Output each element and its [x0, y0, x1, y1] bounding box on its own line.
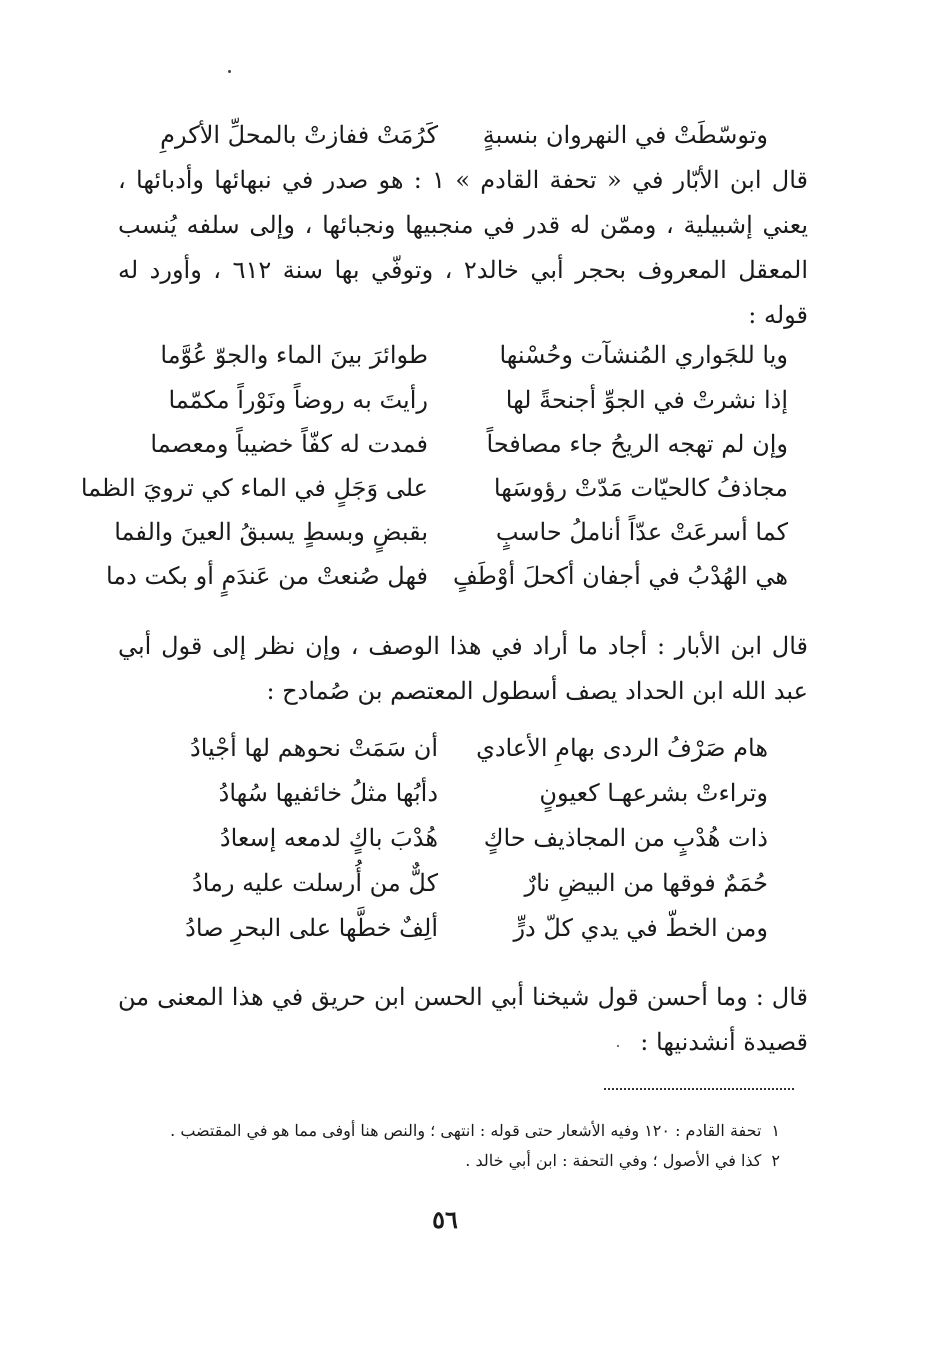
poem-verse: [118, 731, 768, 765]
verse-first-hemistich: وتوسّطَتْ في النهروان بنسبةٍ: [482, 121, 768, 149]
scan-speck: [617, 1045, 619, 1047]
poem-verse: [108, 427, 788, 461]
verse-second-hemistich: هُدْبَ باكٍ لدمعه إسعادُ: [219, 824, 438, 852]
verse-second-hemistich: ألِفٌ خطَّها على البحرِ صادُ: [185, 914, 438, 942]
poem-verse: [105, 559, 788, 593]
verse-second-hemistich: دأبُها مثلُ خائفيها سُهادُ: [218, 779, 438, 807]
footnote-number: ١: [771, 1121, 780, 1140]
verse-first-hemistich: وإن لم تهجه الريحُ جاء مصافحاً: [486, 430, 788, 458]
verse-second-hemistich: بقبضٍ وبسطٍ يسبقُ العينَ والفما: [114, 518, 428, 546]
opening-verse: [148, 118, 768, 152]
scan-speck: [228, 70, 231, 73]
footnote-text: كذا في الأصول ؛ وفي التحفة : ابن أبي خالد .: [465, 1151, 762, 1170]
footnote-separator: [604, 1088, 794, 1090]
paragraph-ibn-al-abbar-comment: قال ابن الأبار : أجاد ما أراد في هذا الوصف ، وإن نظر إلى قول أبي عبد الله ابن الحداد يصف أسطول المعتصم بن صُمادح :: [118, 632, 808, 705]
verse-second-hemistich: فمدت له كفّاً خضيباً ومعصما: [150, 430, 428, 458]
footnote-number: ٢: [771, 1151, 780, 1170]
verse-first-hemistich: هام صَرْفُ الردى بهامِ الأعادي: [476, 734, 768, 762]
verse-first-hemistich: وتراءتْ بشرعهـا كعيونٍ: [539, 779, 768, 807]
verse-second-hemistich: رأيتَ به روضاً ونَوْراً مكمّما: [168, 386, 428, 414]
verse-first-hemistich: مجاذفُ كالحيّات مَدّتْ رؤوسَها: [493, 474, 788, 502]
footnote-text: تحفة القادم : ١٢٠ وفيه الأشعار حتى قوله : انتهى ؛ والنص هنا أوفى مما هو في المقتضب .: [170, 1121, 762, 1140]
verse-first-hemistich: هي الهُدْبُ في أجفان أكحلَ أوْطَفٍ: [452, 562, 788, 590]
poem-verse: [118, 911, 768, 945]
verse-first-hemistich: إذا نشرتْ في الجوِّ أجنحةً لها: [505, 386, 788, 414]
footnote-1: [170, 1118, 780, 1144]
poem-verse: [118, 776, 768, 810]
poem-verse: [108, 515, 788, 549]
page-number: ٥٦: [432, 1205, 458, 1234]
verse-second-hemistich: على وَجَلٍ في الماء كي ترويَ الظما: [80, 474, 428, 502]
verse-second-hemistich: كَرُمَتْ ففازتْ بالمحلِّ الأكرمِ: [160, 121, 438, 149]
verse-first-hemistich: ذات هُدْبٍ من المجاذيف حاكٍ: [483, 824, 768, 852]
paragraph-ibn-al-abbar-intro: قال ابن الأبّار في « تحفة القادم » ١ : هو صدر في نبهائها وأدبائها ، يعني إشبيلية ، وممّن له قدر في منجبيها ونجبائها ، وإلى سلفه يُنسب المعقل المعروف بحجر أبي خالد٢ ، وتوفّي بها سنة ٦١٢ ، وأورد له قوله :: [118, 166, 809, 329]
footnote-2: [465, 1148, 780, 1174]
poem-verse: [108, 383, 788, 417]
poem-verse: [118, 821, 768, 855]
paragraph-ibn-hariq-intro: قال : وما أحسن قول شيخنا أبي الحسن ابن حريق في هذا المعنى من قصيدة أنشدنيها :: [118, 983, 808, 1056]
verse-second-hemistich: فهل صُنعتْ من عَندَمٍ أو بكت دما: [105, 562, 428, 590]
verse-second-hemistich: طوائرَ بينَ الماء والجوّ عُوَّما: [160, 341, 428, 369]
verse-first-hemistich: ويا للجَواري المُنشآت وحُسْنها: [499, 341, 788, 369]
verse-first-hemistich: كما أسرعَتْ عدّاً أناملُ حاسبٍ: [495, 518, 788, 546]
verse-first-hemistich: ومن الخطّ في يدي كلّ درٍّ: [513, 914, 768, 942]
poem-verse: [118, 866, 768, 900]
verse-second-hemistich: كلٌّ من أُرسلت عليه رمادُ: [192, 869, 438, 897]
poem-verse: [80, 471, 788, 505]
poem-verse: [108, 338, 788, 372]
verse-second-hemistich: أن سَمَتْ نحوهم لها أجْيادُ: [190, 734, 438, 762]
verse-first-hemistich: حُمَمٌ فوقها من البيضِ نارٌ: [524, 869, 768, 897]
